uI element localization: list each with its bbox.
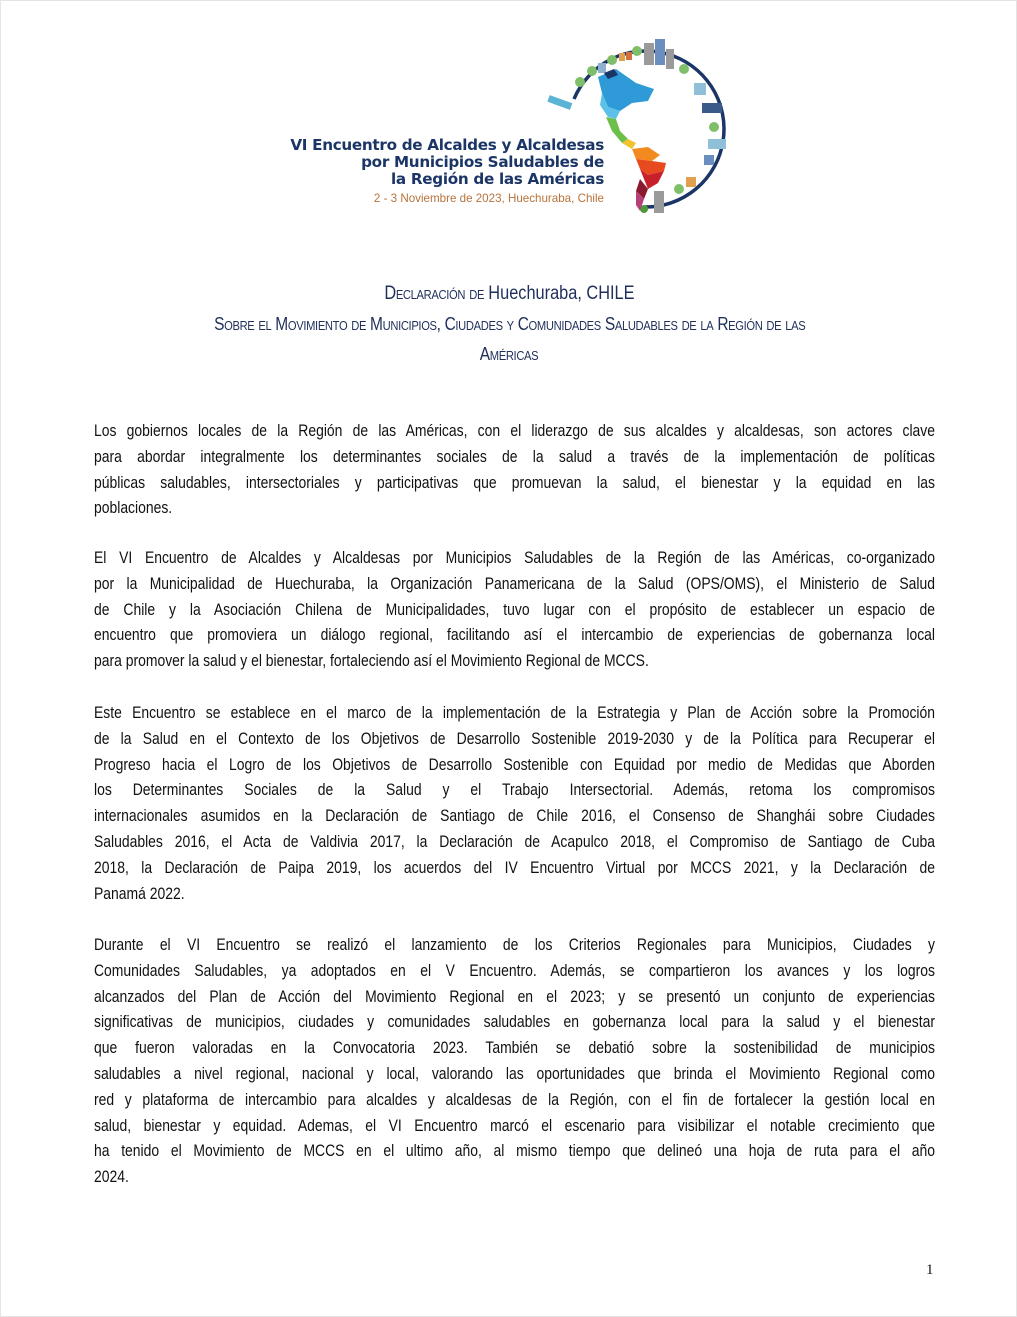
paragraph-line: los Determinantes Sociales de la Salud y el Trabajo Intersectorial. Además, retoma los compromisos: [94, 781, 935, 800]
paragraph-line: para promover la salud y el bienestar, fortaleciendo así el Movimiento Regional de MCCS.: [94, 652, 649, 671]
title-prefix: Declaración de: [384, 283, 489, 304]
paragraph-line: Saludables 2016, el Acta de Valdivia 2017, la Declaración de Acapulco 2018, el Compromiso de Santiago de Cuba: [94, 832, 935, 851]
logo-date-location: 2 - 3 Noviembre de 2023, Huechuraba, Chile: [373, 192, 604, 205]
paragraph: [94, 546, 935, 675]
paragraph: [94, 419, 935, 522]
subtitle-line: Sobre el Movimiento de Municipios, Ciudades y Comunidades Saludables de la Región de las: [213, 314, 806, 334]
paragraph-line: poblaciones.: [94, 499, 173, 518]
paragraph-line: ha tenido el Movimiento de MCCS en el ultimo año, al mismo tiempo que delineó una hoja de ruta para el año: [94, 1142, 935, 1161]
paragraph-line: Durante el VI Encuentro se realizó el lanzamiento de los Criterios Regionales para Municipios, Ciudades y: [94, 936, 935, 954]
logo-title-line: la Región de las Américas: [391, 170, 604, 188]
paragraph-line: red y plataforma de intercambio para alcaldes y alcaldesas de la Región, con el fin de fortalecer la gestión local en: [94, 1090, 935, 1109]
page-number: 1: [926, 1262, 934, 1278]
paragraph-line: Panamá 2022.: [94, 884, 185, 903]
paragraph-line: encuentro que promoviera un diálogo regional, facilitando así el intercambio de experiencias de gobernanza local: [94, 626, 935, 645]
paragraph-line: Progreso hacia el Logro de los Objetivos de Desarrollo Sostenible con Equidad por medio de Medidas que Aborden: [94, 755, 935, 774]
paragraph-line: alcanzados del Plan de Acción del Movimiento Regional en el 2023; y se presentó un conjunto de experiencias: [94, 987, 935, 1006]
paragraph-line: de la Salud en el Contexto de los Objetivos de Desarrollo Sostenible 2019-2030 y de la Política para Recuperar el: [94, 729, 935, 748]
subtitle-line: Américas: [480, 344, 539, 364]
paragraph: [94, 933, 935, 1191]
paragraph-line: significativas de municipios, ciudades y comunidades saludables en gobernanza local para la salud y el bienestar: [94, 1013, 935, 1032]
paragraph-line: salud, bienestar y equidad. Ademas, el VI Encuentro marcó el escenario para visibilizar el notable crecimiento que: [94, 1116, 935, 1135]
americas-map-cityscape-icon: [536, 39, 726, 219]
paragraph-line: saludables a nivel regional, nacional y local, valorando las oportunidades que brinda el Movimiento Regional como: [94, 1064, 935, 1083]
paragraph-line: El VI Encuentro de Alcaldes y Alcaldesas por Municipios Saludables de la Región de las Américas, co-organizado: [94, 549, 935, 567]
document-subtitle-continued: [1, 344, 1017, 365]
paragraph-line: Este Encuentro se establece en el marco de la implementación de la Estrategia y Plan de Acción sobre la Promoción: [94, 704, 936, 722]
logo-title-line: por Municipios Saludables de: [361, 153, 604, 171]
document-subtitle: [1, 314, 1017, 335]
document-title: [1, 283, 1017, 305]
paragraph-line: Comunidades Saludables, ya adoptados en el V Encuentro. Además, se compartieron los avances y los logros: [94, 961, 935, 980]
logo-title-line: VI Encuentro de Alcaldes y Alcaldesas: [290, 136, 604, 154]
paragraph-line: 2024.: [94, 1168, 129, 1187]
paragraph: [94, 701, 935, 907]
paragraph-line: por la Municipalidad de Huechuraba, la Organización Panamericana de la Salud (OPS/OMS), el Ministerio de Salud: [94, 574, 935, 593]
paragraph-line: para abordar integralmente los determinantes sociales de la salud a través de la implementación de políticas: [94, 447, 935, 466]
paragraph-line: internacionales asumidos en la Declaración de Santiago de Chile 2016, el Consenso de Shanghái sobre Ciudades: [94, 807, 935, 826]
title-place: Huechuraba, CHILE: [488, 283, 635, 304]
paragraph-line: que fueron valoradas en la Convocatoria 2023. También se debatió sobre la sostenibilidad de municipios: [94, 1039, 935, 1058]
paragraph-line: 2018, la Declaración de Paipa 2019, los acuerdos del IV Encuentro Virtual por MCCS 2021, y la Declaración de: [94, 858, 935, 877]
paragraph-line: de Chile y la Asociación Chilena de Municipalidades, tuvo lugar con el propósito de establecer un espacio de: [94, 600, 935, 619]
paragraph-line: Los gobiernos locales de la Región de las Américas, con el liderazgo de sus alcaldes y alcaldesas, son actores clave: [94, 422, 935, 440]
paragraph-line: públicas saludables, intersectoriales y participativas que promuevan la salud, el bienestar y la equidad en las: [94, 473, 935, 492]
